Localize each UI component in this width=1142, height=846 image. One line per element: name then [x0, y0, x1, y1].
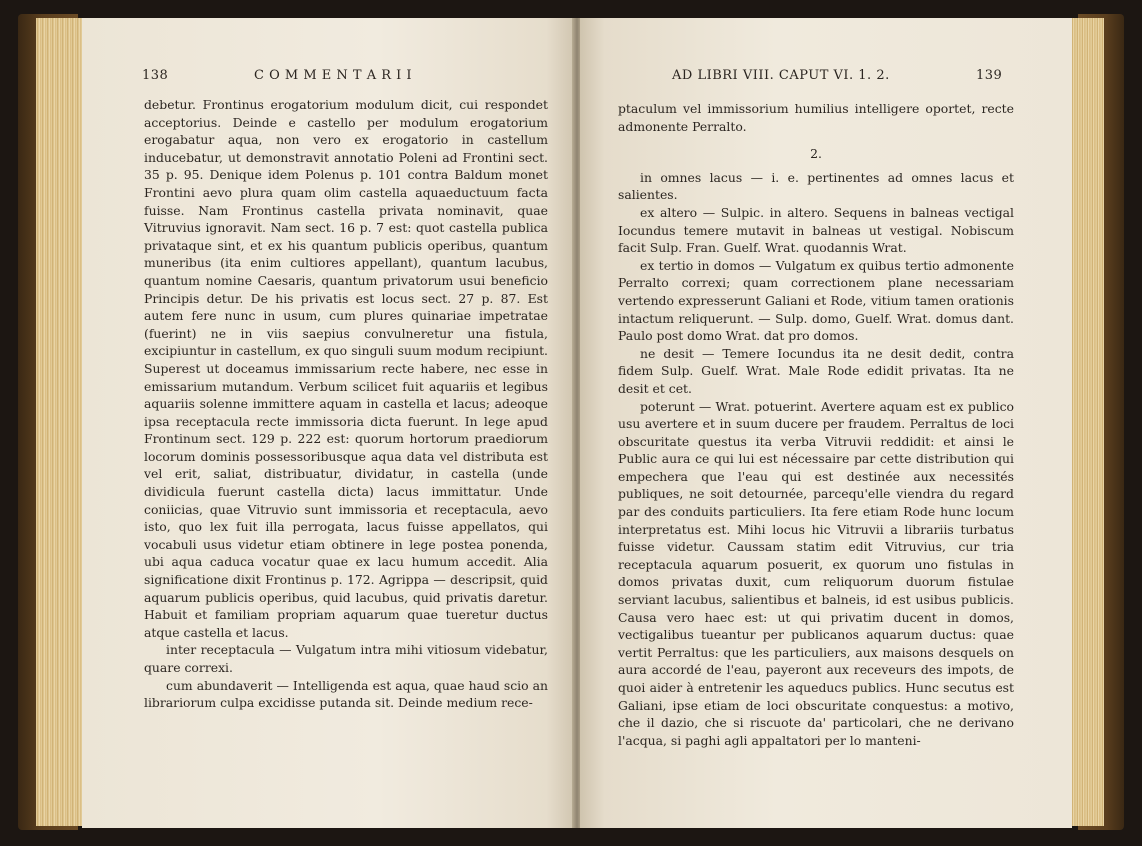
paragraph: ptaculum vel immissorium humilius intelligere oportet, recte admonente Perralto. — [618, 101, 1014, 134]
right-page-body — [618, 100, 1014, 749]
right-page-number: 139 — [976, 68, 1003, 83]
paragraph: ex altero — Sulpic. in altero. Sequens in balneas vectigal Iocundus temere mutavit in balneas ut vestigal. Nobiscum facit Sulp. Fran. Guelf. Wrat. quodannis Wrat. — [618, 204, 1014, 256]
section-number: 2. — [810, 146, 822, 162]
page-edges-right — [1068, 18, 1104, 826]
page-edges-left — [36, 18, 84, 826]
paragraph: poterunt — Wrat. potuerint. Avertere aquam est ex publico usu avertere et in suum ducere per fraudem. Perraltus de loci obscuritate questus ita verba Vitruvii reddidit: et ainsi le Public aura ce qui lui est nécessaire par cette distribution qui empechera que l'eau qui est destinée aux necessités publiques, ne soit detournée, parcequ'elle viendra du regard par des conduits particuliers. Ita fere etiam Rode hunc locum interpretatus est. Mihi locus hic Vitruvii a librariis turbatus fuisse videtur. Caussam statim edit Vitruvius, cur tria receptacula aquarum posuerit, ex quorum uno fistulas in domos privatas duxit, cum reliquorum duorum fistulae serviant lacubus, salientibus et balneis, id est usibus publicis. Causa vero haec est: ut qui privatim ducent in domos, vectigalibus tueantur per publicanos aquarum ductus: quae vertit Perraltus: que les particuliers, aux maisons desquels on aura accordé de l'eau, payeront aux receveurs des impots, de quoi aider à entretenir les aqueducs publics. Hunc secutus est Galiani, ipse etiam de loci obscuritate conquestus: a motivo, che il dazio, che si riscuote da' particolari, che ne derivano l'acqua, si paghi agli appaltatori per lo manteni- — [618, 398, 1014, 748]
paragraph: debetur. Frontinus erogatorium modulum dicit, cui respondet acceptorius. Deinde e castello per modulum erogatorium erogabatur aqua, non vero ex erogatorio in castellum inducebatur, ut demonstravit annotatio Poleni ad Frontini sect. 35 p. 95. Denique idem Polenus p. 101 contra Baldum monet Frontini aevo plura quam olim castella aquaeductuum facta fuisse. Nam Frontinus castella privata nominavit, quae Vitruvius ignoravit. Nam sect. 16 p. 7 est: quot castella publica privataque sint, et ex his quantum publicis operibus, quantum muneribus (ita enim cultiores appellant), quantum lacubus, quantum nomine Caesaris, quantum privatorum usui beneficio Principis detur. De his privatis est locus sect. 27 p. 87. Est autem fere nunc in usum, cum plures quinariae impetratae (fuerint) ne in viis saepius convulneretur una fistula, excipiuntur in castellum, ex quo singuli suum modum recipiunt. Superest ut doceamus immissarium recte habere, nec esse in emissarium mutandum. Verbum scilicet fuit aquariis et legibus aquariis solenne immittere aquam in castella et lacus; adeoque ipsa receptacula recte immissoria dicta fuerunt. In lege apud Frontinum sect. 129 p. 222 est: quorum hortorum praediorum locorum dominis possessoribusque aqua data vel distributa est vel erit, saliat, distribuatur, dividatur, in castella (unde dividicula fuerunt castella dicta) lacus immittatur. Unde coniicias, quae Vitruvio sunt immissoria et receptacula, aevo isto, quo lex fuit illa perrogata, lacus fuisse appellatos, qui vocabuli usus videtur etiam obtinere in lege postea ponenda, ubi aqua caduca vocatur quae ex lacu humum accedit. Alia significatione dixit Frontinus p. 172. Agrippa — descripsit, quid aquarum publicis operibus, quid lacubus, quid privatis daretur. Habuit et familiam propriam aquarum quae tueretur ductus atque castella et lacus. — [144, 97, 548, 640]
right-running-head: AD LIBRI VIII. CAPUT VI. 1. 2. — [672, 68, 890, 83]
paragraph: in omnes lacus — i. e. pertinentes ad omnes lacus et salientes. — [618, 169, 1014, 203]
paragraph: cum abundaverit — Intelligenda est aqua, quae haud scio an librariorum culpa excidisse putanda sit. Deinde medium rece- — [144, 677, 548, 711]
left-page-body — [144, 96, 548, 712]
paragraph: ex tertio in domos — Vulgatum ex quibus tertio admonente Perralto correxi; quam correctionem plane necessariam vertendo expresserunt Galiani et Rode, vitium tamen orationis intactum reliquerunt. — Sulp. domo, Guelf. Wrat. domus dant. Paulo post domo Wrat. dat pro domos. — [618, 257, 1014, 344]
paragraph: ne desit — Temere Iocundus ita ne desit dedit, contra fidem Sulp. Guelf. Wrat. Male Rode edidit privatas. Ita ne desit et cet. — [618, 345, 1014, 396]
left-page-number: 138 — [142, 68, 169, 83]
left-running-head: C O M M E N T A R I I — [254, 68, 413, 83]
right-page — [580, 18, 1072, 828]
left-page — [82, 18, 576, 828]
paragraph: inter receptacula — Vulgatum intra mihi vitiosum videbatur, quare correxi. — [144, 642, 548, 675]
